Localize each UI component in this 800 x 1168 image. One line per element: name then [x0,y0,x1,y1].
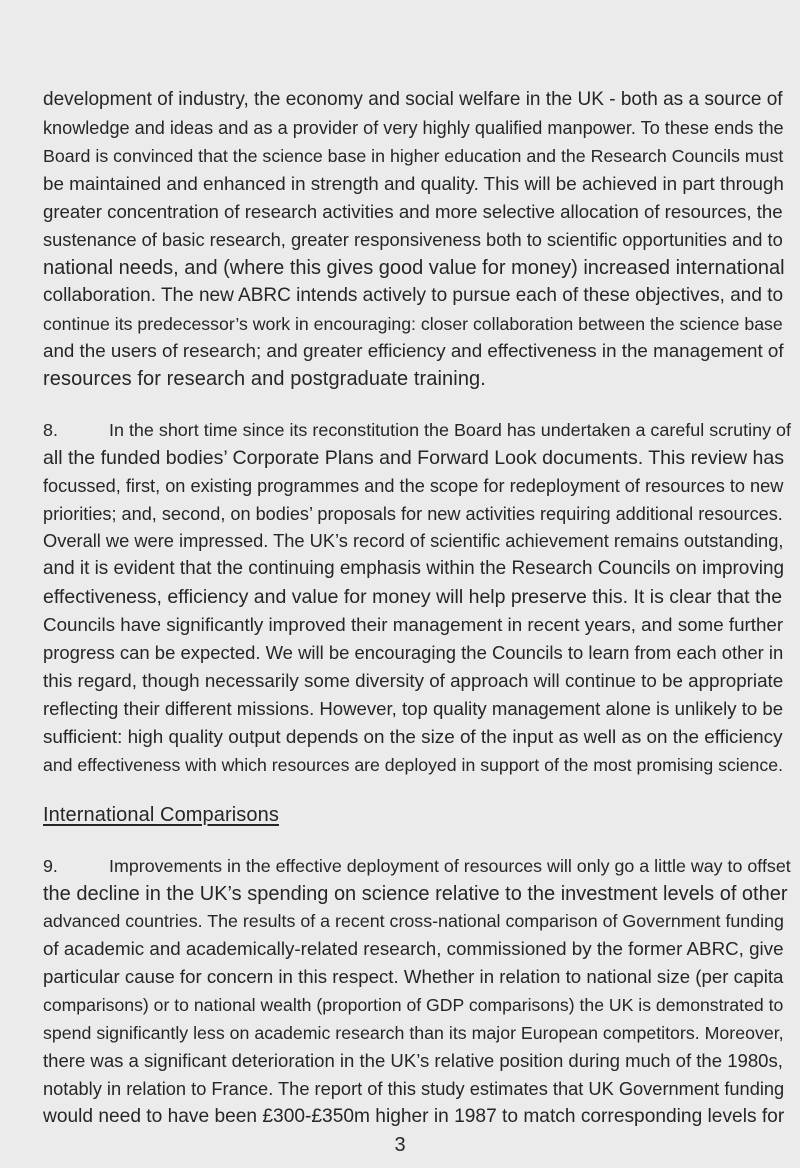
paragraph-8-first-line [43,418,791,442]
text-line: continue its predecessor’s work in encouraging: closer collaboration between the science base [43,314,783,334]
text-line: there was a significant deterioration in the UK’s relative position during much of the 1980s, [43,1050,783,1071]
text-line: priorities; and, second, on bodies’ proposals for new activities requiring additional resources. [43,504,783,524]
text-line: sustenance of basic research, greater responsiveness both to scientific opportunities and to [43,229,783,250]
text-span: In the short time since its reconstitution the Board has undertaken a careful scrutiny of [109,420,791,440]
text-line: progress can be expected. We will be encouraging the Councils to learn from each other in [43,642,784,663]
paragraph-9-first-line [43,854,791,878]
text-line: development of industry, the economy and social welfare in the UK - both as a source of [43,89,783,110]
text-line: and effectiveness with which resources are deployed in support of the most promising science. [43,755,783,775]
text-line: sufficient: high quality output depends on the size of the input as well as on the efficiency [43,726,783,747]
text-line: spend significantly less on academic research than its major European competitors. Moreover, [43,1023,784,1043]
text-line: national needs, and (where this gives good value for money) increased international [43,257,785,279]
text-line: comparisons) or to national wealth (proportion of GDP comparisons) the UK is demonstrated to [43,995,784,1015]
text-span: Improvements in the effective deployment of resources will only go a little way to offset [109,856,791,876]
text-line: notably in relation to France. The report of this study estimates that UK Government funding [43,1078,785,1099]
text-line: resources for research and postgraduate training. [43,368,486,390]
text-line: reflecting their different missions. However, top quality management alone is unlikely to be [43,698,784,719]
text-line: effectiveness, efficiency and value for money will help preserve this. It is clear that the [43,586,783,608]
text-line: Board is convinced that the science base in higher education and the Research Councils must [43,146,784,166]
text-line: Councils have significantly improved their management in recent years, and some further [43,614,784,635]
text-line: would need to have been £300-£350m higher in 1987 to match corresponding levels for [43,1106,785,1127]
text-line: all the funded bodies’ Corporate Plans and Forward Look documents. This review has [43,447,785,469]
paragraph-number: 8. [43,420,58,440]
text-line: knowledge and ideas and as a provider of very highly qualified manpower. To these ends the [43,118,784,138]
section-heading: International Comparisons [43,804,279,826]
text-line: greater concentration of research activities and more selective allocation of resources, the [43,201,783,222]
page-number: 3 [394,1134,406,1156]
text-line: Overall we were impressed. The UK’s record of scientific achievement remains outstanding, [43,530,784,551]
text-line: particular cause for concern in this respect. Whether in relation to national size (per capita [43,966,784,987]
text-line: advanced countries. The results of a recent cross-national comparison of Government funding [43,911,784,931]
text-line: and it is evident that the continuing emphasis within the Research Councils on improving [43,558,785,579]
text-line: the decline in the UK’s spending on science relative to the investment levels of other [43,883,788,905]
text-line: be maintained and enhanced in strength and quality. This will be achieved in part through [43,173,784,194]
text-line: of academic and academically-related research, commissioned by the former ABRC, give [43,938,784,959]
text-line: this regard, though necessarily some diversity of approach will continue to be appropriate [43,670,784,691]
text-line: and the users of research; and greater efficiency and effectiveness in the management of [43,340,784,361]
text-line: collaboration. The new ABRC intends actively to pursue each of these objectives, and to [43,285,784,306]
paragraph-number: 9. [43,856,58,876]
text-line: focussed, first, on existing programmes and the scope for redeployment of resources to new [43,476,784,496]
